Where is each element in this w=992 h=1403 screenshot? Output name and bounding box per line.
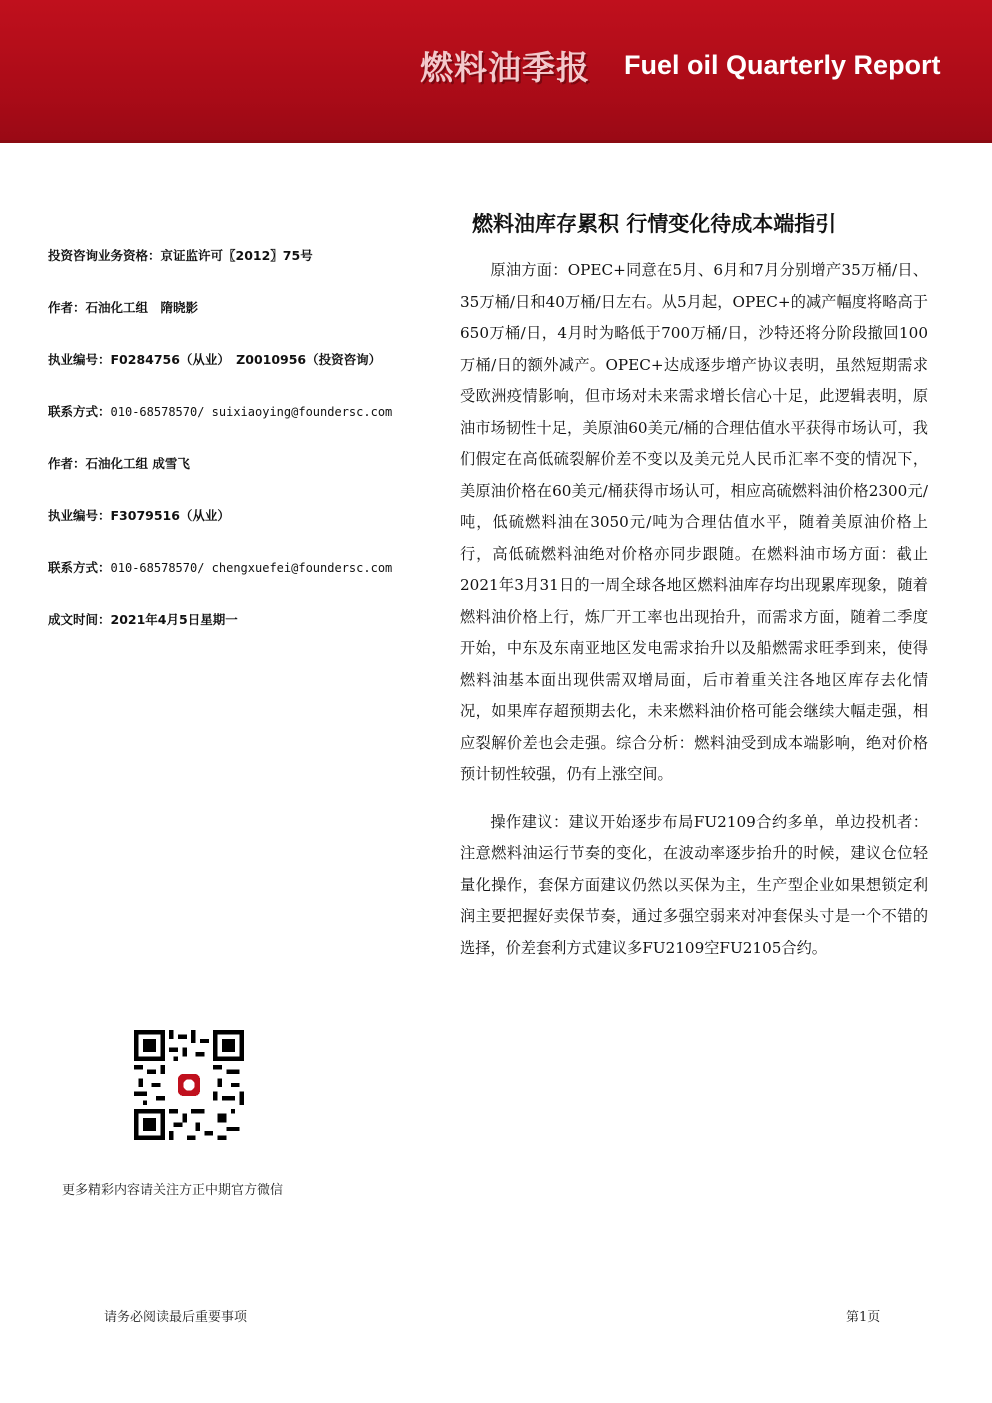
info-author-2 xyxy=(48,454,448,474)
paragraph-crude-oil: 原油方面：OPEC+同意在5月、6月和7月分别增产35万桶/日、35万桶/日和40万桶/日左右。从5月起，OPEC+的减产幅度将略高于650万桶/日，4月时为略低于700万桶/日，沙特还将分阶段撤回100万桶/日的额外减产。OPEC+达成逐步增产协议表明，虽然短期需求受欧洲疫情影响，但市场对未来需求增长信心十足，此逻辑表明，原油市场韧性十足，美原油60美元/桶的合理估值水平获得市场认可，我们假定在高低硫裂解价差不变以及美元兑人民币汇率不变的情况下，美原油价格在60美元/桶获得市场认可，相应高硫燃料油价格2300元/吨，低硫燃料油在3050元/吨为合理估值水平，随着美原油价格上行，高低硫燃料油绝对价格亦同步跟随。在燃料油市场方面：截止2021年3月31日的一周全球各地区燃料油库存均出现累库现象，随着燃料油价格上行，炼厂开工率也出现抬升，而需求方面，随着二季度开始，中东及东南亚地区发电需求抬升以及船燃需求旺季到来，使得燃料油基本面出现供需双增局面，后市着重关注各地区库存去化情况，如果库存超预期去化，未来燃料油价格可能会继续大幅走强，相应裂解价差也会走强。综合分析：燃料油受到成本端影响，绝对价格预计韧性较强，仍有上涨空间。 xyxy=(460,261,928,783)
qr-code-icon xyxy=(134,1030,244,1140)
info-contact-1 xyxy=(48,402,448,422)
info-label: 成文时间： xyxy=(48,612,111,627)
header-divider xyxy=(0,140,992,143)
info-value: 2021年4月5日星期一 xyxy=(110,612,238,627)
header-title-cn: 燃料油季报 xyxy=(420,48,590,87)
report-body xyxy=(460,255,928,964)
info-value: F3079516（从业） xyxy=(110,508,230,523)
info-license-1 xyxy=(48,350,448,370)
page-number: 第1页 xyxy=(846,1310,881,1325)
info-value: 010-68578570/ chengxuefei@foundersc.com xyxy=(110,561,393,575)
info-label: 联系方式： xyxy=(48,560,111,575)
info-label: 联系方式： xyxy=(48,404,111,419)
info-value: 010-68578570/ suixiaoying@foundersc.com xyxy=(110,405,393,419)
report-title: 燃料油库存累积 行情变化待成本端指引 xyxy=(472,212,837,236)
info-label: 执业编号： xyxy=(48,352,111,367)
info-author-1 xyxy=(48,298,448,318)
info-label: 作者： xyxy=(48,300,86,315)
header-title-en: Fuel oil Quarterly Report xyxy=(624,50,941,80)
paragraph-suggestion: 操作建议：建议开始逐步布局FU2109合约多单，单边投机者：注意燃料油运行节奏的变化，在波动率逐步抬升的时候，建议仓位轻量化操作，套保方面建议仍然以买保为主，生产型企业如果想锁定利润主要把握好卖保节奏，通过多强空弱来对冲套保头寸是一个不错的选择，价差套利方式建议多FU2109空FU2105合约。 xyxy=(460,812,928,957)
info-qualification xyxy=(48,246,448,266)
info-label: 作者： xyxy=(48,456,86,471)
info-contact-2 xyxy=(48,558,448,578)
info-label: 投资咨询业务资格： xyxy=(48,248,161,263)
author-info-panel xyxy=(48,246,448,662)
info-value: 京证监许可〖2012〗75号 xyxy=(160,248,313,263)
info-date xyxy=(48,610,448,630)
info-value: 石油化工组 隋晓影 xyxy=(85,300,199,315)
info-value: F0284756（从业） Z0010956（投资咨询） xyxy=(110,352,382,367)
qr-caption: 更多精彩内容请关注方正中期官方微信 xyxy=(62,1183,284,1198)
info-label: 执业编号： xyxy=(48,508,111,523)
info-value: 石油化工组 成雪飞 xyxy=(85,456,190,471)
footer-notice: 请务必阅读最后重要事项 xyxy=(104,1310,248,1325)
info-license-2 xyxy=(48,506,448,526)
